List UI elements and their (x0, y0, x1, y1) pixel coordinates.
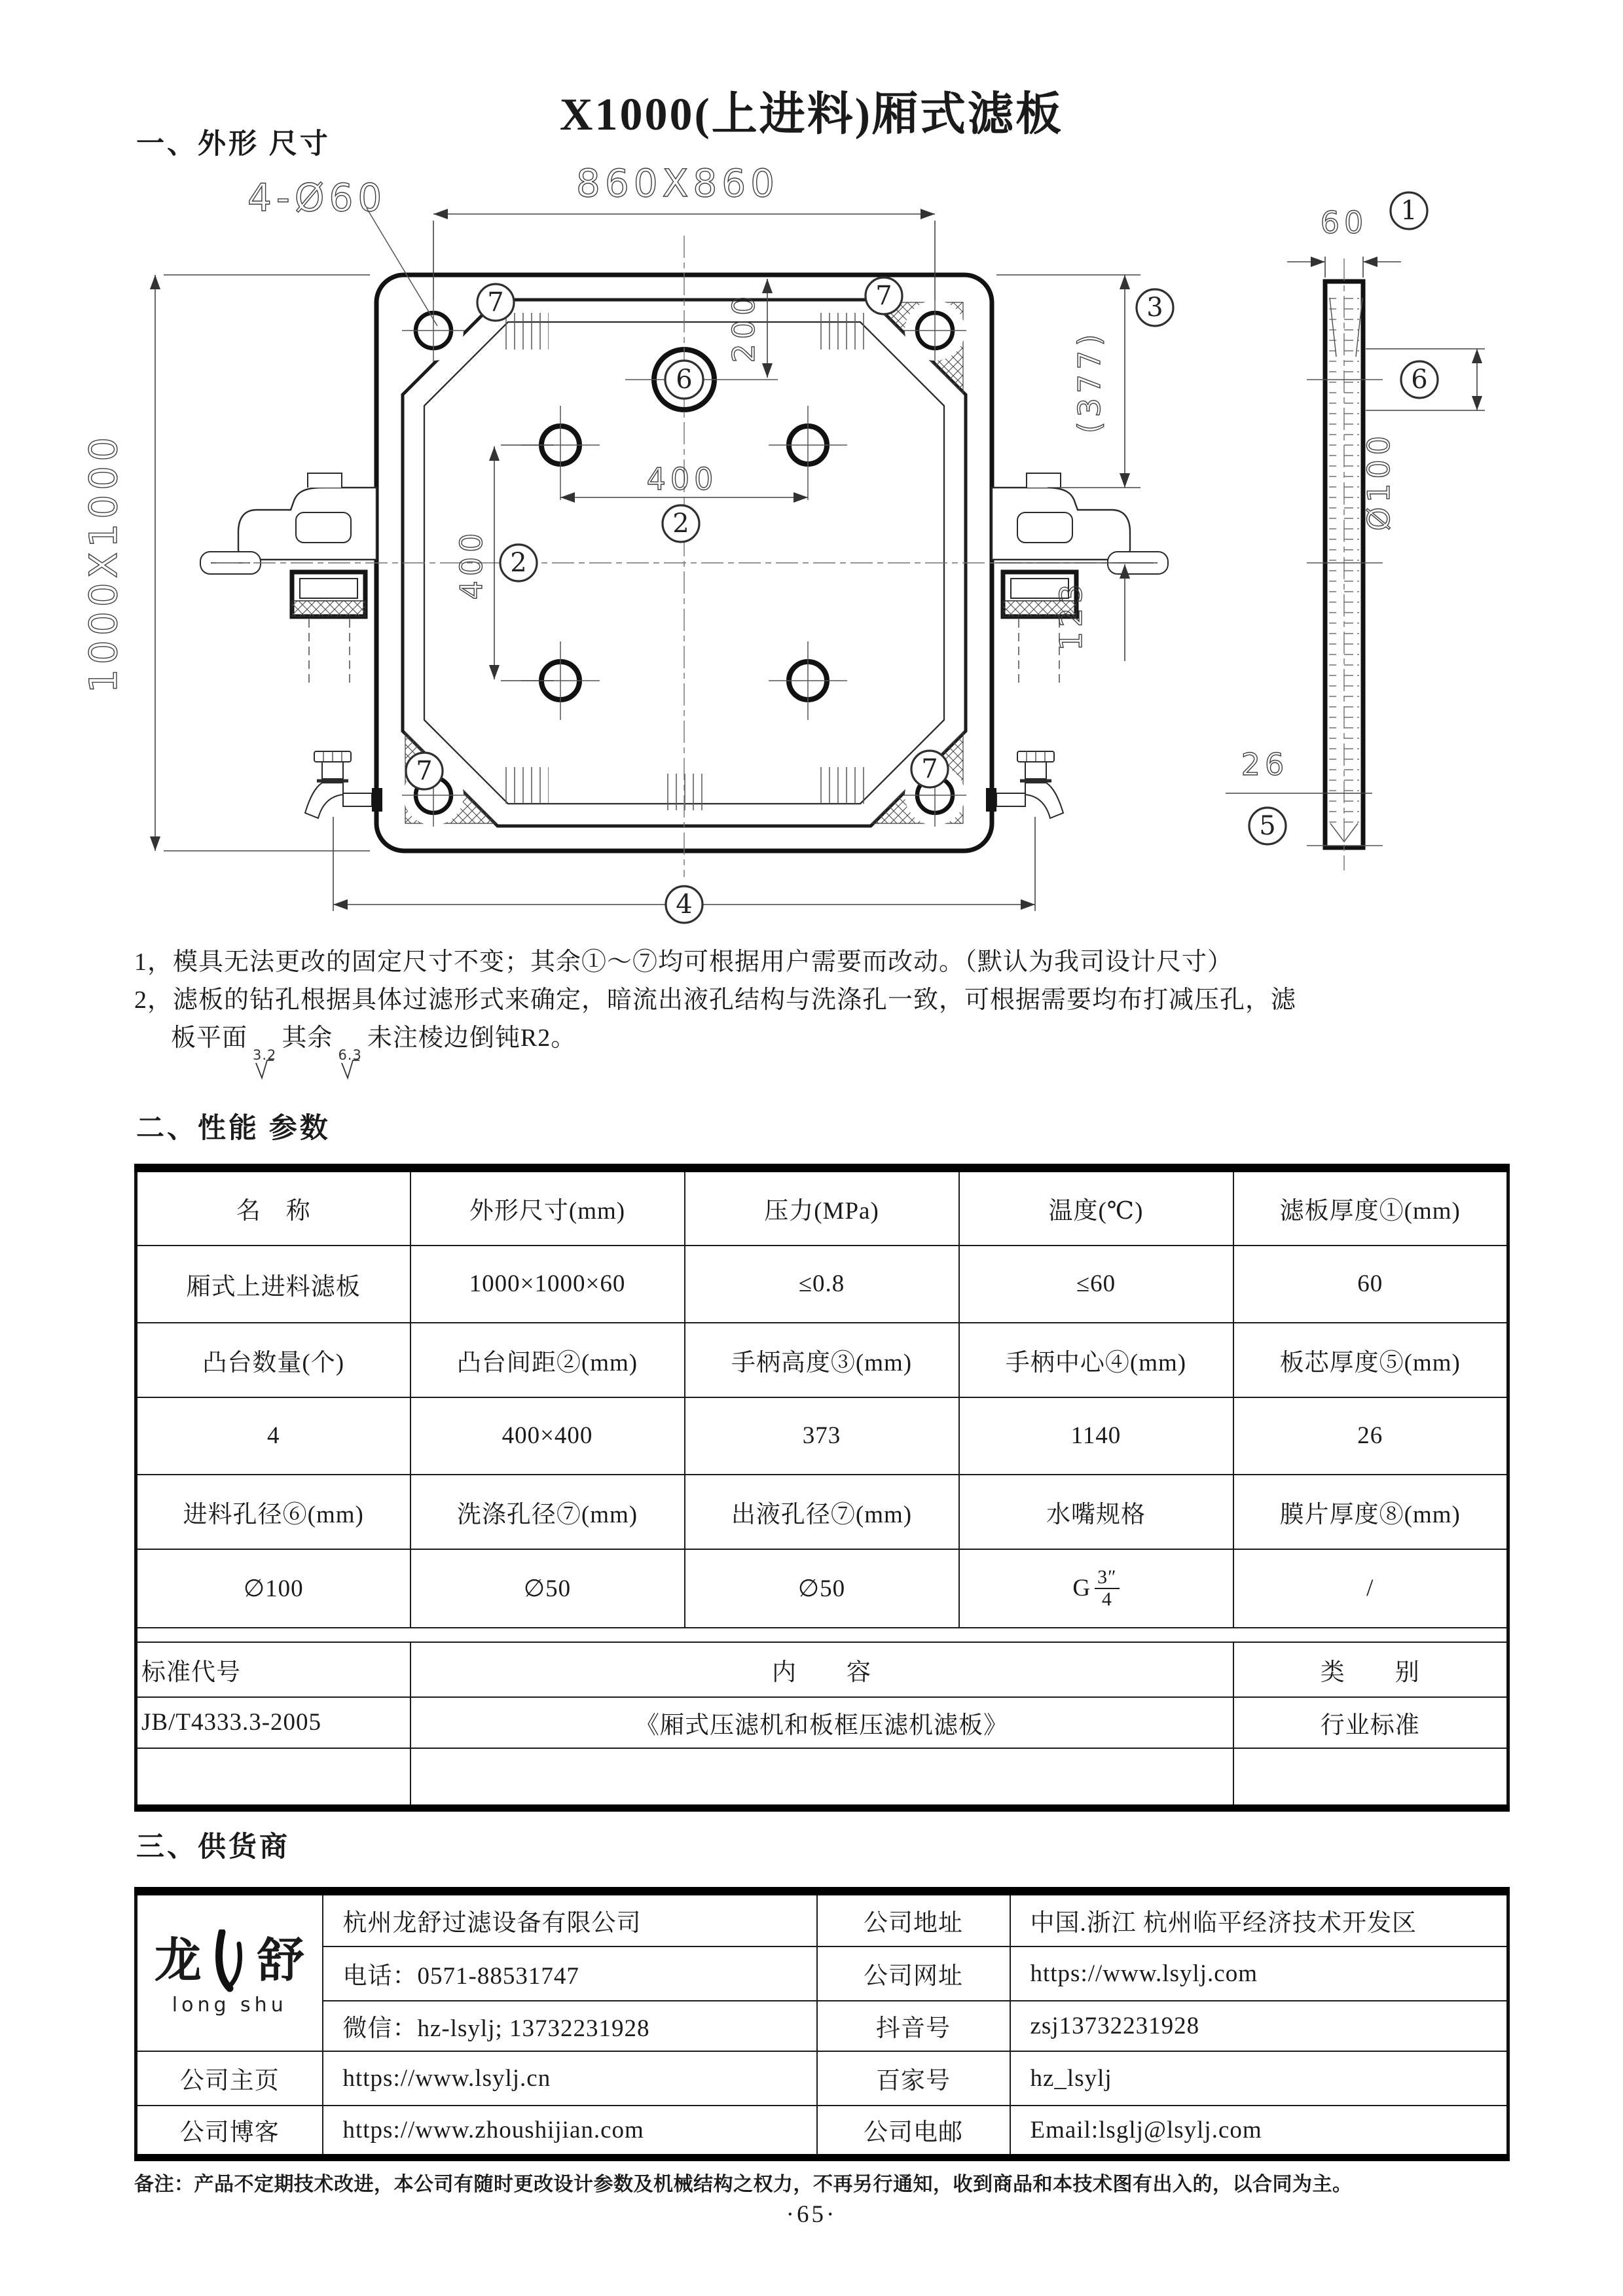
perf-header-cell: 板芯厚度⑤(mm) (1233, 1323, 1508, 1397)
perf-header-cell: 凸台间距②(mm) (410, 1323, 685, 1397)
logo-char-shu: 舒 (257, 1934, 305, 1987)
perf-header-cell: 水嘴规格 (959, 1475, 1233, 1549)
label-cell: 公司电邮 (817, 2106, 1010, 2158)
table-row (136, 1549, 1508, 1628)
label-cell: 百家号 (817, 2051, 1010, 2106)
std-value-cell: 行业标准 (1233, 1697, 1508, 1748)
dimension-26 (1241, 747, 1289, 844)
surface-finish-symbol: 3.2 (253, 1045, 276, 1080)
logo-char-long: 龙 (154, 1934, 202, 1987)
perf-header-cell: 进料孔径⑥(mm) (136, 1475, 410, 1549)
table-row (136, 1697, 1508, 1748)
table-row (136, 1397, 1508, 1475)
dim-60-label: 60 (1320, 205, 1368, 240)
value-cell: https://www.zhoushijian.com (323, 2106, 817, 2158)
balloon-4: 4 (676, 889, 693, 920)
perf-value-cell: ∅50 (685, 1549, 959, 1628)
perf-value-cell: 4 (136, 1397, 410, 1475)
table-row (136, 1246, 1508, 1323)
dimension-60 (1287, 192, 1427, 278)
perf-header-cell: 膜片厚度⑧(mm) (1233, 1475, 1508, 1549)
feed-channel-comb (820, 313, 867, 350)
filter-plate-drawing (0, 0, 1623, 942)
balloon-6: 6 (1411, 365, 1428, 395)
perf-value-cell: 厢式上进料滤板 (136, 1246, 410, 1323)
table-row (136, 1642, 1508, 1697)
perf-header-cell: 凸台数量(个) (136, 1323, 410, 1397)
dimension-d100 (1361, 349, 1485, 531)
label-cell: 公司地址 (817, 1892, 1010, 1946)
perf-value-cell: ≤60 (959, 1246, 1233, 1323)
label-cell: 公司博客 (136, 2106, 323, 2158)
dim-1000-label: 1000X1000 (81, 433, 126, 693)
value-cell: hz_lsylj (1010, 2051, 1508, 2106)
page-title: X1000(上进料)厢式滤板 (559, 90, 1064, 140)
table-row (136, 2106, 1508, 2158)
feed-channel-comb (501, 767, 549, 804)
perf-header-cell: 洗涤孔径⑦(mm) (410, 1475, 685, 1549)
empty-cell (136, 1748, 410, 1808)
logo-brush-icon (209, 1929, 251, 1992)
dim-860-label: 860X860 (575, 161, 780, 206)
table-row (136, 1892, 1508, 1946)
perf-value-cell: ∅100 (136, 1549, 410, 1628)
performance-table (134, 1164, 1510, 1812)
label-cell: 公司网址 (817, 1946, 1010, 2001)
wechat-cell: 微信：hz-lsylj; 13732231928 (323, 2001, 817, 2051)
value-cell: https://www.lsylj.com (1010, 1946, 1508, 2001)
side-view (1226, 192, 1485, 870)
perf-value-cell: ∅50 (410, 1549, 685, 1628)
section-heading-dimensions: 一、外形 尺寸 (136, 129, 331, 160)
front-view (81, 161, 1173, 923)
feed-channel-comb (501, 313, 549, 350)
std-value-cell: JB/T4333.3-2005 (136, 1697, 410, 1748)
balloon-6: 6 (676, 365, 693, 395)
company-logo (143, 1929, 317, 2017)
balloon-7: 7 (416, 756, 433, 786)
perf-value-cell nozzle-cell (959, 1549, 1233, 1628)
dim-4xd60-label: 4-Ø60 (247, 175, 387, 220)
drain-tap-right (986, 751, 1063, 818)
balloon-5: 5 (1259, 811, 1276, 841)
phone-cell: 电话：0571-88531747 (323, 1946, 817, 2001)
table-row (136, 2051, 1508, 2106)
balloon-3: 3 (1146, 293, 1163, 323)
perf-value-cell: 400×400 (410, 1397, 685, 1475)
note-line-2: 2，滤板的钻孔根据具体过滤形式来确定，暗流出液孔结构与洗涤孔一致，可根据需要均布打减压孔，滤 (134, 986, 1297, 1014)
handle-right (992, 473, 1168, 686)
perf-value-cell: ≤0.8 (685, 1246, 959, 1323)
table-empty-row (136, 1748, 1508, 1808)
dim-377-label: (377) (1072, 329, 1107, 434)
feed-channel-comb (820, 767, 867, 804)
handle-left (200, 473, 376, 686)
perf-value-cell: 1000×1000×60 (410, 1246, 685, 1323)
nozzle-spec: G 3″ 4 (1072, 1567, 1119, 1609)
surface-finish-symbol: 6.3 (338, 1045, 361, 1080)
perf-value-cell: / (1233, 1549, 1508, 1628)
dim-400v-label: 400 (454, 528, 489, 600)
empty-cell (1233, 1748, 1508, 1808)
perf-value-cell: 60 (1233, 1246, 1508, 1323)
perf-value-cell: 373 (685, 1397, 959, 1475)
company-logo-cell (136, 1892, 323, 2051)
table-row (136, 1475, 1508, 1549)
table-spacer-row (136, 1628, 1508, 1642)
std-header-cell: 标准代号 (136, 1642, 410, 1697)
note-line-3: 板平面 3.2 其余 6.3 未注棱边倒钝R2。 (134, 1020, 1516, 1080)
company-name-cell: 杭州龙舒过滤设备有限公司 (323, 1892, 817, 1946)
perf-value-cell: 26 (1233, 1397, 1508, 1475)
supplier-table (134, 1887, 1510, 2161)
balloon-1: 1 (1400, 196, 1417, 226)
dim-26-label: 26 (1241, 747, 1289, 782)
value-cell: 中国.浙江 杭州临平经济技术开发区 (1010, 1892, 1508, 1946)
value-cell: zsj13732231928 (1010, 2001, 1508, 2051)
dim-200-label: 200 (726, 291, 761, 363)
perf-header-cell: 名 称 (136, 1168, 410, 1246)
std-value-cell: 《厢式压滤机和板框压滤机滤板》 (410, 1697, 1233, 1748)
page-number: ·65· (786, 2201, 837, 2228)
balloon-2: 2 (672, 509, 689, 539)
perf-header-cell: 手柄高度③(mm) (685, 1323, 959, 1397)
perf-header-cell: 出液孔径⑦(mm) (685, 1475, 959, 1549)
perf-header-cell: 压力(MPa) (685, 1168, 959, 1246)
section-heading-parameters: 二、性能 参数 (136, 1113, 331, 1144)
table-row (136, 1946, 1508, 2001)
dim-123-label: 123 (1053, 579, 1089, 651)
section-heading-supplier: 三、供货商 (136, 1832, 290, 1863)
perf-header-cell: 手柄中心④(mm) (959, 1323, 1233, 1397)
balloon-7: 7 (875, 281, 892, 311)
footer-note: 备注：产品不定期技术改进，本公司有随时更改设计参数及机械结构之权力，不再另行通知，收到商品和本技术图有出入的，以合同为主。 (134, 2174, 1353, 2195)
empty-cell (410, 1748, 1233, 1808)
table-row (136, 2001, 1508, 2051)
drawing-notes (134, 944, 1516, 1080)
value-cell: Email:lsglj@lsylj.com (1010, 2106, 1508, 2158)
std-header-cell: 内 容 (410, 1642, 1233, 1697)
logo-subtitle: long shu (172, 1993, 287, 2017)
spacer-cell (136, 1628, 1508, 1642)
perf-value-cell: 1140 (959, 1397, 1233, 1475)
table-row (136, 1323, 1508, 1397)
perf-header-cell: 外形尺寸(mm) (410, 1168, 685, 1246)
drain-tap-left (305, 751, 382, 818)
dim-400h-label: 400 (646, 461, 718, 497)
table-row (136, 1168, 1508, 1246)
balloon-7: 7 (921, 754, 938, 784)
std-header-cell: 类 别 (1233, 1642, 1508, 1697)
balloon-2: 2 (510, 548, 527, 578)
label-cell: 抖音号 (817, 2001, 1010, 2051)
note-line-1: 1，模具无法更改的固定尺寸不变；其余①～⑦均可根据用户需要而改动。（默认为我司设计尺寸） (134, 948, 1233, 976)
balloon-7: 7 (487, 287, 504, 317)
perf-header-cell: 滤板厚度①(mm) (1233, 1168, 1508, 1246)
perf-header-cell: 温度(℃) (959, 1168, 1233, 1246)
value-cell: https://www.lsylj.cn (323, 2051, 817, 2106)
dim-d100-label: Ø100 (1361, 431, 1396, 531)
label-cell: 公司主页 (136, 2051, 323, 2106)
